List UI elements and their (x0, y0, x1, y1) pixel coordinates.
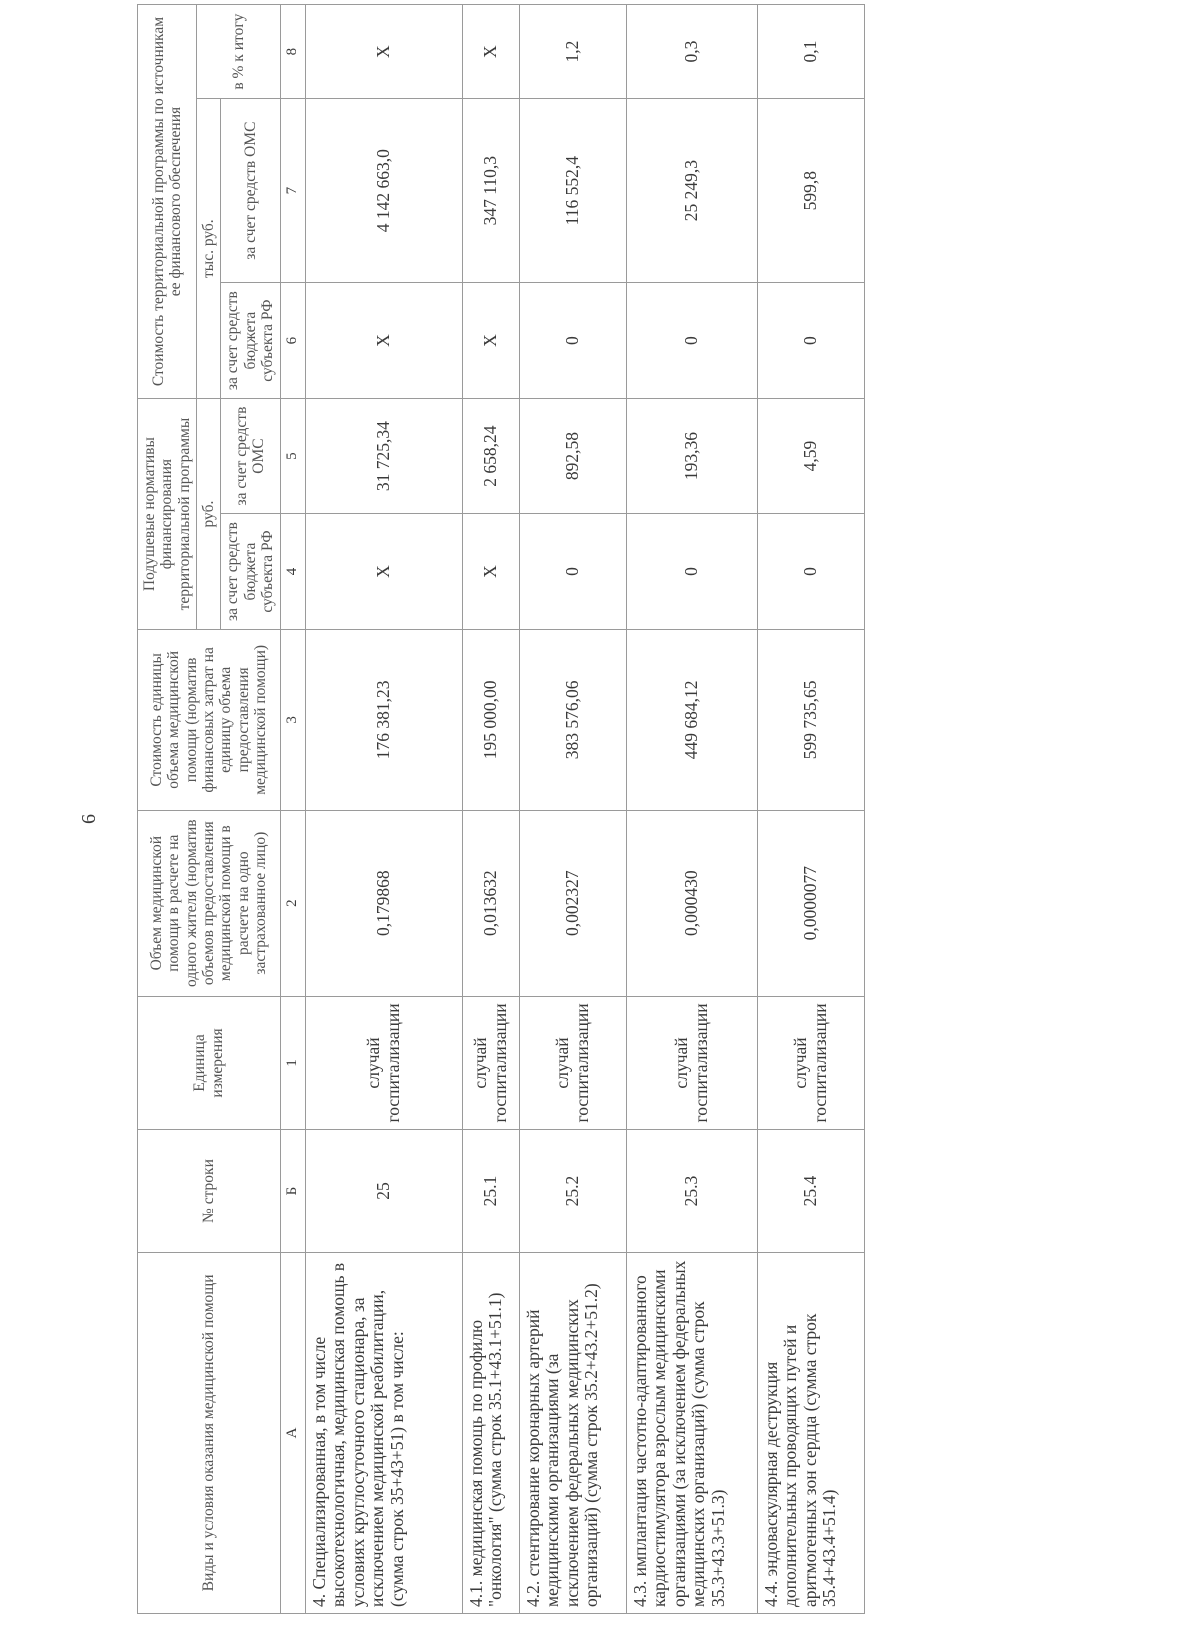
header-group-norms: Подушевые нормативы финансирования территориальной программы (138, 399, 197, 630)
header-col-5: за счет средств ОМС (221, 399, 280, 514)
table-row (305, 5, 462, 1614)
row-unit-cost: 195 000,00 (462, 630, 519, 811)
header-col-3: Стоимость единицы объема медицинской помощи (норматив финансовых затрат на единицу объема предоставления медицинской помощи) (138, 630, 281, 811)
row-cost-budget: X (462, 283, 519, 399)
header-col-4: за счет средств бюджета субъекта РФ (221, 514, 280, 630)
row-name: 4. Специализированная, в том числе высокотехнологичная, медицинская помощь в условиях круглосуточного стационара, за исключением медицинской реабилитации, (сумма строк 35+43+51) в том числе: (305, 1252, 462, 1613)
index-cell: 6 (280, 283, 305, 399)
header-col-1: Единица измерения (138, 996, 281, 1130)
index-cell: А (280, 1252, 305, 1613)
row-norm-budget: X (462, 514, 519, 630)
row-cost-oms: 347 110,3 (462, 99, 519, 283)
row-norm-oms: 2 658,24 (462, 399, 519, 514)
row-cost-budget: 0 (519, 283, 626, 399)
row-cost-oms: 4 142 663,0 (305, 99, 462, 283)
row-cost-budget: 0 (757, 283, 864, 399)
row-line: 25 (305, 1130, 462, 1253)
row-percent: 0,3 (626, 5, 757, 99)
table-row (519, 5, 626, 1614)
index-cell: 1 (280, 996, 305, 1130)
row-line: 25.4 (757, 1130, 864, 1253)
index-cell: 5 (280, 399, 305, 514)
row-percent: X (305, 5, 462, 99)
row-cost-oms: 116 552,4 (519, 99, 626, 283)
row-norm-oms: 31 725,34 (305, 399, 462, 514)
row-unit-cost: 449 684,12 (626, 630, 757, 811)
row-name: 4.1. медицинская помощь по профилю "онкология" (сумма строк 35.1+43.1+51.1) (462, 1252, 519, 1613)
row-cost-oms: 25 249,3 (626, 99, 757, 283)
header-col-a: Виды и условия оказания медицинской помощи (138, 1252, 281, 1613)
row-norm-oms: 4,59 (757, 399, 864, 514)
index-cell: 3 (280, 630, 305, 811)
row-percent: 1,2 (519, 5, 626, 99)
header-group-cost: Стоимость территориальной программы по источникам ее финансового обеспечения (138, 5, 197, 399)
financing-table (137, 4, 865, 1614)
index-cell: 7 (280, 99, 305, 283)
header-col-2: Объем медицинской помощи в расчете на одного жителя (норматив объемов предоставления медицинской помощи в расчете на одно застрахованное лицо) (138, 810, 281, 996)
row-percent: 0,1 (757, 5, 864, 99)
header-norms-unit: руб. (197, 399, 221, 630)
row-unit-cost: 599 735,65 (757, 630, 864, 811)
index-cell: 4 (280, 514, 305, 630)
row-line: 25.1 (462, 1130, 519, 1253)
row-cost-oms: 599,8 (757, 99, 864, 283)
row-name: 4.2. стентирование коронарных артерий медицинскими организациями (за исключением федеральных медицинских организаций) (сумма строк 35.2+43.2+51.2) (519, 1252, 626, 1613)
row-norm-budget: 0 (519, 514, 626, 630)
index-cell: Б (280, 1130, 305, 1253)
row-name: 4.4. эндоваскулярная деструкция дополнительных проводящих путей и аритмогенных зон сердца (сумма строк 35.4+43.4+51.4) (757, 1252, 864, 1613)
row-volume: 0,013632 (462, 810, 519, 996)
row-percent: X (462, 5, 519, 99)
row-line: 25.3 (626, 1130, 757, 1253)
table-row (626, 5, 757, 1614)
row-norm-oms: 892,58 (519, 399, 626, 514)
row-unit-cost: 176 381,23 (305, 630, 462, 811)
table-row (757, 5, 864, 1614)
row-volume: 0,000430 (626, 810, 757, 996)
row-norm-budget: X (305, 514, 462, 630)
row-unit: случай госпитализации (519, 996, 626, 1130)
row-norm-oms: 193,36 (626, 399, 757, 514)
row-norm-budget: 0 (757, 514, 864, 630)
index-cell: 8 (280, 5, 305, 99)
row-line: 25.2 (519, 1130, 626, 1253)
row-unit: случай госпитализации (757, 996, 864, 1130)
row-name: 4.3. имплантация частотно-адаптированного кардиостимулятора взрослым медицинскими организациями (за исключением федеральных медицинских организаций) (сумма строк 35.3+43.3+51.3) (626, 1252, 757, 1613)
row-unit: случай госпитализации (462, 996, 519, 1130)
row-unit: случай госпитализации (305, 996, 462, 1130)
row-norm-budget: 0 (626, 514, 757, 630)
row-volume: 0,002327 (519, 810, 626, 996)
header-cost-unit: тыс. руб. (197, 99, 221, 399)
row-volume: 0,0000077 (757, 810, 864, 996)
page-number: 6 (78, 814, 100, 824)
header-col-6: за счет средств бюджета субъекта РФ (221, 283, 280, 399)
column-index-row (280, 5, 305, 1614)
row-volume: 0,179868 (305, 810, 462, 996)
row-cost-budget: X (305, 283, 462, 399)
row-cost-budget: 0 (626, 283, 757, 399)
header-col-b: № строки (138, 1130, 281, 1253)
index-cell: 2 (280, 810, 305, 996)
header-row-1 (138, 5, 197, 1614)
row-unit-cost: 383 576,06 (519, 630, 626, 811)
header-col-7: за счет средств ОМС (221, 99, 280, 283)
header-col-8: в % к итогу (197, 5, 280, 99)
table-row (462, 5, 519, 1614)
row-unit: случай госпитализации (626, 996, 757, 1130)
